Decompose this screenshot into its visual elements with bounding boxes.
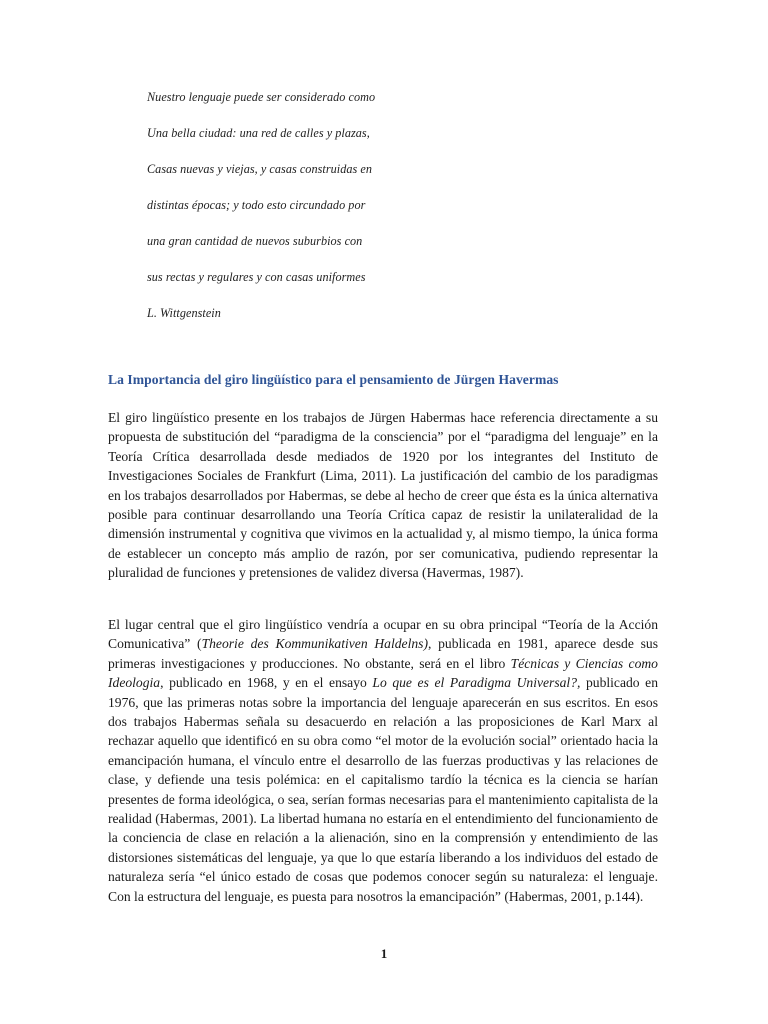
paragraph-text: , publicada en 1981, aparece desde sus primeras investigaciones y producciones. No obstante, será en el libro xyxy=(108,636,658,671)
epigraph-line: distintas épocas; y todo esto circundado por xyxy=(147,198,366,212)
paragraph-text: El lugar central que el giro lingüístico vendría a ocupar en su obra principal “Teoría de la Acción Comunicativa” ( xyxy=(108,617,658,652)
epigraph-line: Casas nuevas y viejas, y casas construidas en xyxy=(147,162,372,176)
epigraph-line: sus rectas y regulares y con casas uniformes xyxy=(147,270,366,284)
section-heading: La Importancia del giro lingüístico para el pensamiento de Jürgen Havermas xyxy=(108,372,559,387)
epigraph-line: Una bella ciudad: una red de calles y plazas, xyxy=(147,126,370,140)
paragraph-text: , publicado en 1968, y en el ensayo xyxy=(160,675,373,691)
epigraph-line: Nuestro lenguaje puede ser considerado como xyxy=(147,90,376,104)
work-title-italic: Técnicas y Ciencias como Ideologia xyxy=(108,655,658,691)
epigraph xyxy=(147,88,447,340)
work-title-italic: Theorie des Kommunikativen Haldelns) xyxy=(201,636,428,652)
epigraph-line: una gran cantidad de nuevos suburbios con xyxy=(147,234,363,248)
body-paragraph-1: El giro lingüístico presente en los trabajos de Jürgen Habermas hace referencia directamente a su propuesta de substitución del “paradigma de la consciencia” por el “paradigma del lenguaje” en la Teoría Crítica desarrollada desde mediados de 1920 por los integrantes del Instituto de Investigaciones Sociales de Frankfurt (Lima, 2011). La justificación del cambio de los paradigmas en los trabajos desarrollados por Habermas, se debe al hecho de creer que ésta es la única alternativa posible para continuar desarrollando una Teoría Crítica capaz de resistir la unilateralidad de la dimensión instrumental y cognitiva que vivimos en la actualidad y, al mismo tiempo, la única forma de establecer un concepto más amplio de razón, por ser comunicativa, pudiendo representar la pluralidad de funciones y pretensiones de validez diversa (Havermas, 1987). xyxy=(108,410,658,581)
body-paragraph-2 xyxy=(108,615,658,906)
work-title-italic: Lo que es el Paradigma Universal?, xyxy=(372,675,581,691)
paragraph-text: publicado en 1976, que las primeras notas sobre la importancia del lenguaje aparecerán en sus escritos. En esos dos trabajos Habermas señala su desacuerdo en relación a las proposiciones de Karl Marx al rechazar aquello que identificó en su obra como “el motor de la evolución social” orientado hacia la emancipación humana, el vínculo entre el desarrollo de las fuerzas productivas y las relaciones de clase, y defiende una tesis polémica: en el capitalismo tardío la técnica es la ciencia se harían presentes de forma ideológica, o sea, serían formas necesarias para el mantenimiento capitalista de la realidad (Habermas, 2001). La libertad humana no estaría en el entendimiento del funcionamiento de la conciencia de clase en relación a la alienación, sino en la comprensión y entendimiento de las distorsiones sistemáticas del lenguaje, ya que lo que estaría liberando a los individuos del estado de naturaleza sería “el único estado de cosas que podemos conocer según su naturaleza: el lenguaje. Con la estructura del lenguaje, es puesta para nosotros la emancipación” (Habermas, 2001, p.144). xyxy=(108,675,659,904)
page-number: 1 xyxy=(380,946,388,961)
epigraph-attribution: L. Wittgenstein xyxy=(147,306,221,320)
